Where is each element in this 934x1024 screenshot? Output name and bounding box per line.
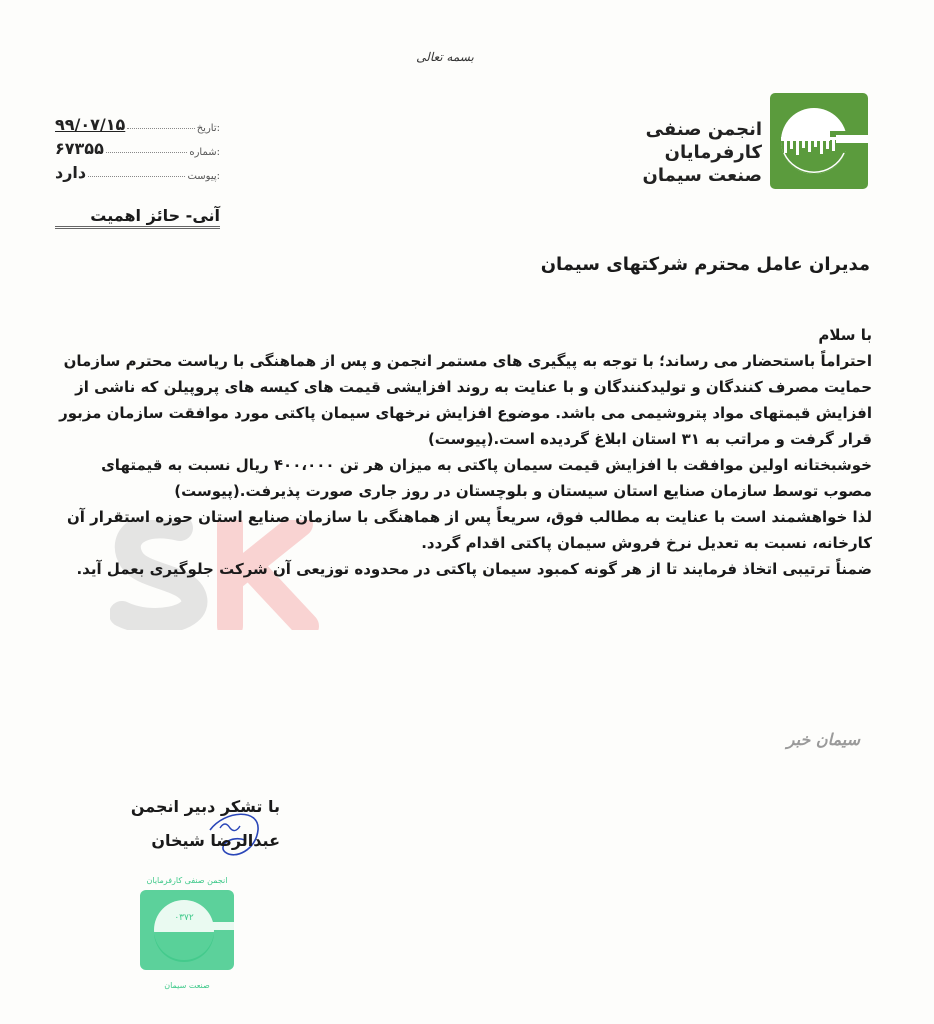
organization-logo-icon — [770, 93, 868, 189]
invocation: بسمه تعالی — [416, 50, 474, 64]
official-stamp — [128, 872, 246, 1002]
organization-name — [620, 118, 762, 187]
body-paragraph-3: لذا خواهشمند است با عنایت به مطالب فوق، سریعاً پس از هماهنگی با سازمان صنایع استان حوزه استقرار آن کارخانه، نسبت به تعدیل نرخ فروش سیمان پاکتی اقدام گردد. — [66, 508, 872, 552]
greeting: با سلام — [818, 326, 872, 344]
number-value: ۶۷۳۵۵ — [55, 139, 104, 158]
priority-label: آنی- حائز اهمیت — [55, 206, 220, 229]
date-row — [55, 110, 220, 134]
closing: با تشکر دبیر انجمن — [130, 797, 280, 816]
date-value: ۹۹/۰۷/۱۵ — [55, 115, 126, 134]
dotted-line — [88, 176, 185, 177]
body-paragraph-1: احتراماً باستحضار می رساند؛ با توجه به پیگیری های مستمر انجمن و پس از هماهنگی با ریاست محترم سازمان حمایت مصرف کنندگان و تولیدکنندگان و با عنایت به روند افزایشی قیمت های کیسه های پروپیلن که ناشی از افزایش قیمتهای مواد پتروشیمی می باشد. موضوع افزایش نرخهای سیمان پاکتی مورد موافقت سازمان مزبور قرار گرفت و مراتب به ۳۱ استان ابلاغ گردیده است.(پیوست) — [59, 352, 872, 448]
body-paragraph-4: ضمناً ترتیبی اتخاذ فرمایند تا از هر گونه کمبود سیمان پاکتی در محدوده توزیعی آن شرکت جلوگیری بعمل آید. — [76, 560, 872, 578]
signature-block — [60, 790, 280, 858]
attachment-label: پیوست: — [187, 171, 220, 182]
organization-line-3: صنعت سیمان — [642, 165, 762, 186]
attachment-value: دارد — [55, 163, 87, 182]
date-label: تاریخ: — [196, 123, 220, 134]
recipient: مدیران عامل محترم شرکتهای سیمان — [540, 254, 870, 275]
dotted-line — [106, 152, 188, 153]
number-row — [55, 134, 220, 158]
stamp-bottom-text: صنعت سیمان — [164, 981, 210, 990]
stamp-number: ۰۳۷۲ — [174, 913, 194, 923]
letter-meta — [55, 110, 220, 182]
organization-line-1: انجمن صنفی — [645, 119, 762, 140]
organization-line-2: کارفرمایان — [664, 142, 762, 163]
watermark-text: سیمان خبر — [786, 730, 860, 749]
body-paragraph-2: خوشبختانه اولین موافقت با افزایش قیمت سیمان پاکتی به میزان هر تن ۴۰۰،۰۰۰ ریال نسبت به قیمتهای مصوب توسط سازمان صنایع استان سیستان و بلوچستان در روز جاری صورت پذیرفت.(پیوست) — [101, 456, 872, 500]
letter-body — [50, 322, 872, 582]
signer-name: عبدالرضا شیخان — [151, 831, 280, 850]
stamp-top-text: انجمن صنفی کارفرمایان — [146, 876, 228, 885]
dotted-line — [127, 128, 194, 129]
attachment-row — [55, 158, 220, 182]
number-label: شماره: — [189, 147, 220, 158]
